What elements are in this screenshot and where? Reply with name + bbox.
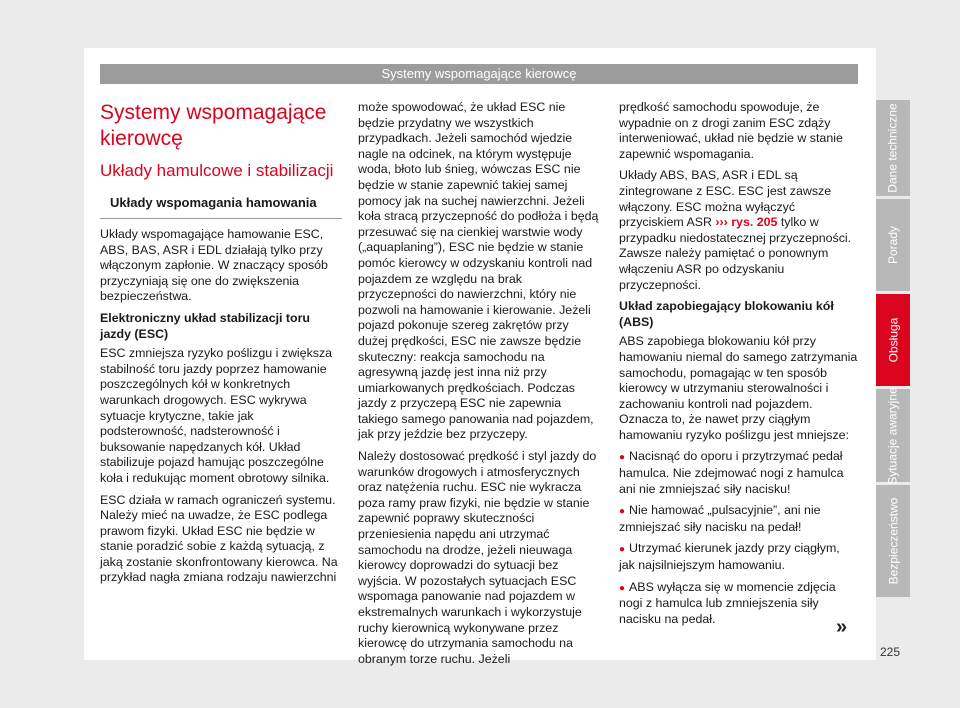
tab-sytuacje-awaryjne[interactable] bbox=[876, 386, 910, 485]
paragraph-text: Układy ABS, BAS, ASR i EDL są zintegrowane z ESC. ESC jest zawsze włączony. ESC można wyłączyć przyciskiem ASR bbox=[619, 168, 832, 230]
chapter-subtitle: Układy hamulcowe i stabilizacji bbox=[100, 161, 334, 180]
tab-dane-techniczne[interactable] bbox=[876, 100, 910, 196]
tab-label: Bezpieczeństwo bbox=[886, 497, 900, 585]
running-header: Systemy wspomagające kierowcę bbox=[100, 64, 858, 84]
subheading-esc: Elektroniczny układ stabilizacji toru jazdy (ESC) bbox=[100, 310, 311, 341]
paragraph: prędkość samochodu spowoduje, że wypadnie on z drogi zanim ESC zdąży interweniować, układ nie będzie w stanie zapewnić wspomagania. bbox=[619, 100, 843, 161]
subheading-abs: Układ zapobiegający blokowaniu kół (ABS) bbox=[619, 299, 834, 329]
tab-label: Obsługa bbox=[886, 317, 901, 363]
bullet-item: ● Utrzymać kierunek jazdy przy ciągłym, jak najsilniejszym hamowaniu. bbox=[619, 541, 859, 573]
paragraph: ABS zapobiega blokowaniu kół przy hamowaniu niemal do samego zatrzymania samochodu, pomagając w ten sposób kierowcy w utrzymaniu sterowalności i zachowaniu kontroli nad pojazdem. Oznacza to, że nawet przy ciągłym hamowaniu ryzyko poślizgu jest mniejsze: bbox=[619, 334, 858, 442]
paragraph: ESC działa w ramach ograniczeń systemu. Należy mieć na uwadze, że ESC podlega prawom fizyki. Układ ESC nie będzie w stanie poradzić sobie z każdą sytuacją, z jaką zostanie skonfrontowany kierowca. Na przykład nagła zmiana rodzaju nawierzchni bbox=[100, 492, 338, 585]
paragraph bbox=[619, 168, 859, 293]
page-number: 225 bbox=[880, 645, 901, 659]
paragraph: może spowodować, że układ ESC nie będzie przydatny we wszystkich przypadkach. Jeżeli samochód wjedzie nagle na odcinek, na którym występuje woda, błoto lub śnieg, wówczas ESC nie będzie w stanie zapewnić takiej samej pomocy jak na suchej nawierzchni. Jeżeli koła stracą przyczepność do podłoża i będą przesuwać się na cienkiej warstwie wody („aquaplaning”), ESC nie będzie w stanie pomóc kierowcy w odzyskaniu kontroli nad pojazdem ze względu na brak przyczepności do nawierzchni, który nie pozwoli na hamowanie i kierowanie. Jeżeli pojazd pokonuje szereg zakrętów przy dużej prędkości, ESC nie zawsze będzie skuteczny: reakcja samochodu na agresywną jazdę jest inna niż przy umiarkowanych prędkościach. Podczas jazdy z przyczepą ESC nie zapewnia takiego samego panowania nad pojazdem, jak przy jeździe bez przyczepy. bbox=[358, 100, 599, 442]
tab-obsluga-active[interactable] bbox=[876, 294, 910, 386]
tab-label: Sytuacje awaryjne bbox=[886, 386, 901, 485]
tab-porady[interactable] bbox=[876, 199, 910, 291]
tab-bezpieczenstwo[interactable] bbox=[876, 485, 910, 597]
bullet-item: ● ABS wyłącza się w momencie zdjęcia nogi z hamulca lub zmniejszenia siły nacisku na pedał. bbox=[619, 580, 859, 628]
continue-arrow-icon: » bbox=[836, 616, 848, 638]
bullet-item: ● Nacisnąć do oporu i przytrzymać pedał hamulca. Nie zdejmować nogi z hamulca ani nie zmniejszać siły nacisku! bbox=[619, 449, 859, 497]
column-2 bbox=[358, 100, 600, 673]
bullet-item: ● Nie hamować „pulsacyjnie”, ani nie zmniejszać siły nacisku na pedał! bbox=[619, 503, 859, 535]
paragraph: ESC zmniejsza ryzyko poślizgu i zwiększa stabilność toru jazdy poprzez hamowanie poszczególnych kół w konkretnych warunkach drogowych. ESC wykrywa sytuacje krytyczne, takie jak podsterowność, nadsterowność i buksowanie napędzanych kół. Układ stabilizuje pojazd hamując poszczególne koła i redukując moment obrotowy silnika. bbox=[100, 346, 333, 485]
paragraph-text: tylko w przypadku niedostatecznej przyczepności. Zawsze należy pamiętać o ponownym włączeniu ASR po odzyskaniu przyczepności. bbox=[619, 215, 852, 292]
paragraph: Należy dostosować prędkość i styl jazdy do warunków drogowych i atmosferycznych oraz natężenia ruchu. ESC nie wykracza poza ramy praw fizyki, nie będzie w stanie zapewnić poprawy skuteczności przeniesienia napędu ani utrzymać samochodu na drodze, jeżeli nieuwaga kierowcy doprowadzi do sytuacji bez wyjścia. W pozostałych sytuacjach ESC wspomaga panowanie nad pojazdem w ekstremalnych warunkach i wykorzystuje ruchy kierownicą wykonywane przez kierowcę do utrzymania samochodu na obranym torze ruchu. Jeżeli bbox=[358, 449, 597, 666]
page-title: Systemy wspomagające kierowcę bbox=[100, 101, 327, 150]
section-heading: Układy wspomagania hamowania bbox=[100, 190, 342, 219]
column-1 bbox=[100, 100, 342, 592]
column-3 bbox=[619, 100, 859, 633]
tab-label: Dane techniczne bbox=[886, 103, 901, 193]
figure-reference-link[interactable]: ››› rys. 205 bbox=[715, 215, 778, 230]
tab-label: Porady bbox=[886, 225, 900, 265]
paragraph: Układy wspomagające hamowanie ESC, ABS, BAS, ASR i EDL działają tylko przy włączonym zapłonie. W znaczący sposób przyczyniają się one do zwiększenia bezpieczeństwa. bbox=[100, 227, 328, 304]
